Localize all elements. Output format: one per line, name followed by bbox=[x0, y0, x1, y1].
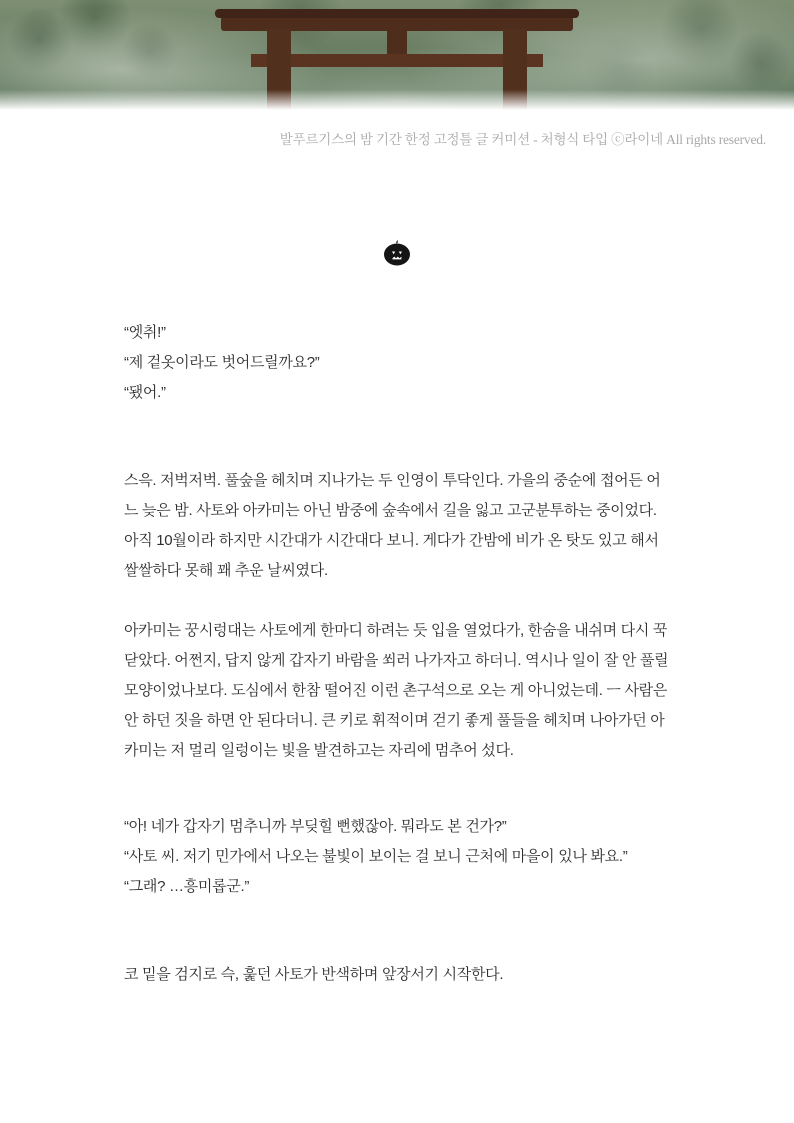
dialogue-line: “아! 네가 갑자기 멈추니까 부딪힐 뻔했잖아. 뭐라도 본 건가?” bbox=[124, 818, 507, 835]
dialogue-line: “엣취!” bbox=[124, 324, 166, 341]
banner-bottom-fade bbox=[0, 76, 794, 110]
paragraph-3 bbox=[124, 960, 670, 990]
dialogue-line: “됐어.” bbox=[124, 384, 166, 401]
paragraph-1 bbox=[124, 466, 670, 586]
header-banner bbox=[0, 0, 794, 110]
paragraph-text: 코 밑을 검지로 슥, 훑던 사토가 반색하며 앞장서기 시작한다. bbox=[124, 966, 504, 983]
dialogue-line: “그래? …흥미롭군.” bbox=[124, 878, 250, 895]
dialogue-block-1 bbox=[124, 318, 670, 408]
pumpkin-icon bbox=[382, 240, 412, 266]
section-divider bbox=[0, 240, 794, 266]
paragraph-text: 스윽. 저벅저벅. 풀숲을 헤치며 지나가는 두 인영이 투닥인다. 가을의 중순에 접어든 어느 늦은 밤. 사토와 아카미는 아닌 밤중에 숲속에서 길을 잃고 고군분투하는 중이었다. 아직 10월이라 하지만 시간대가 시간대다 보니. 게다가 간밤에 비가 온 탓도 있고 해서 쌀쌀하다 못해 꽤 추운 날씨였다. bbox=[124, 472, 661, 579]
story-content bbox=[0, 266, 794, 990]
credit-line: 발푸르기스의 밤 기간 한정 고정틀 글 커미션 - 처형식 타입 ⓒ라이네 All rights reserved. bbox=[279, 132, 766, 147]
dialogue-line: “사토 씨. 저기 민가에서 나오는 불빛이 보이는 걸 보니 근처에 마을이 있나 봐요.” bbox=[124, 848, 628, 865]
paragraph-2 bbox=[124, 616, 670, 766]
dialogue-line: “제 겉옷이라도 벗어드릴까요?” bbox=[124, 354, 320, 371]
paragraph-text: 아카미는 꿍시렁대는 사토에게 한마디 하려는 듯 입을 열었다가, 한숨을 내쉬며 다시 꾹 닫았다. 어쩐지, 답지 않게 갑자기 바람을 쐬러 나가자고 하더니. 역시나 일이 잘 안 풀릴 모양이었나보다. 도심에서 한참 떨어진 이런 촌구석으로 오는 게 아니었는데. ㅡ 사람은 안 하던 짓을 하면 안 된다더니. 큰 키로 휘적이며 걷기 좋게 풀들을 헤치며 나아가던 아카미는 저 멀리 일렁이는 빛을 발견하고는 자리에 멈추어 섰다. bbox=[124, 622, 669, 759]
dialogue-block-2 bbox=[124, 812, 670, 902]
